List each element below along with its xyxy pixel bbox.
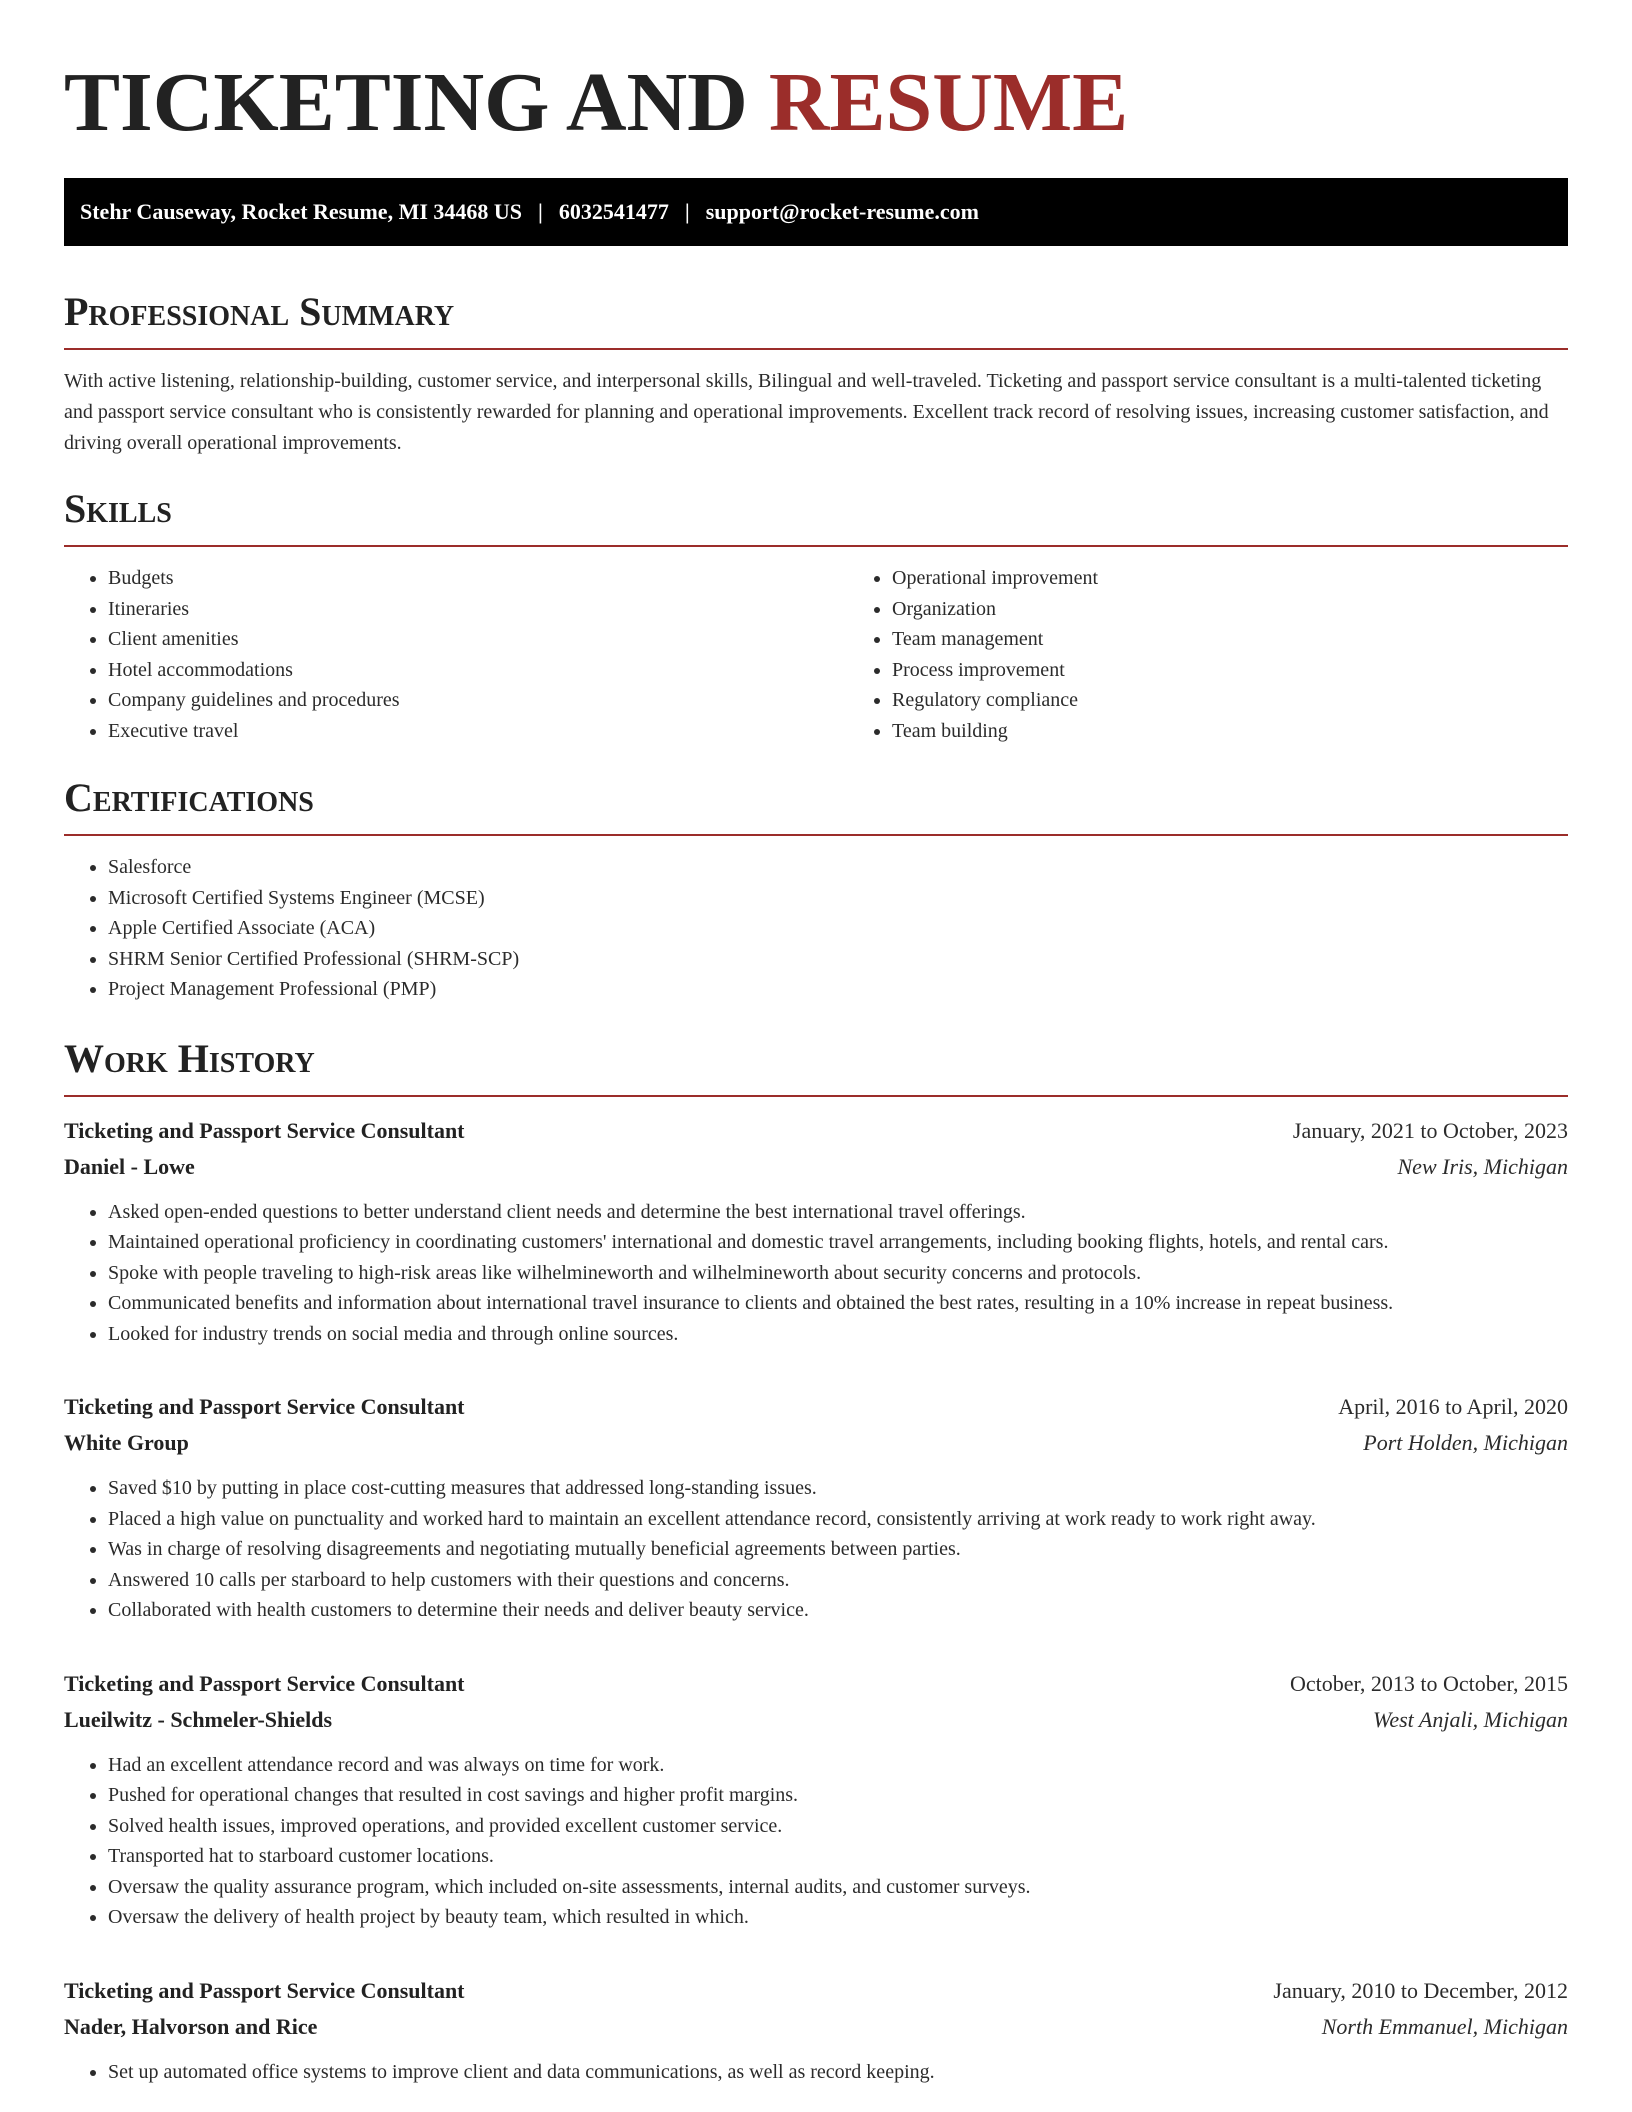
job-company: Lueilwitz - Schmeler-Shields bbox=[64, 1706, 333, 1732]
job-bullet: • Transported hat to starboard customer locations. bbox=[108, 1841, 1568, 1872]
resume-page bbox=[64, 0, 1568, 2087]
job-title: Ticketing and Passport Service Consultant bbox=[64, 1977, 465, 2003]
job-title: Ticketing and Passport Service Consultant bbox=[64, 1394, 465, 1419]
summary-text: With active listening, relationship-building, customer service, and interpersonal skills, Bilingual and well-traveled. Ticketing and passport service consultant is a multi-talented ticketing and passport service consultant who is consistently rewarded for planning and operational improvements. Excellent track record of resolving issues, increasing customer satisfaction, and driving overall operational improvements. bbox=[64, 370, 1549, 454]
job-bullet: • Placed a high value on punctuality and worked hard to maintain an excellent attendance record, consistently arriving at work ready to work right away. bbox=[108, 1504, 1568, 1535]
skill-item: • Company guidelines and procedures bbox=[108, 685, 848, 716]
job-bullets bbox=[64, 2057, 1568, 2088]
work-history-heading: Work History bbox=[64, 1037, 1568, 1097]
title-part-2: RESUME bbox=[768, 56, 1129, 149]
job-entry bbox=[64, 1666, 1568, 1933]
job-location: West Anjali, Michigan bbox=[1373, 1706, 1568, 1732]
contact-separator: | bbox=[684, 199, 690, 224]
job-company-row bbox=[64, 2009, 1568, 2045]
job-title: Ticketing and Passport Service Consultant bbox=[64, 1670, 465, 1696]
job-bullet: • Collaborated with health customers to determine their needs and deliver beauty service. bbox=[108, 1595, 1568, 1626]
job-dates: January, 2021 to October, 2023 bbox=[1292, 1117, 1568, 1143]
job-entry bbox=[64, 1113, 1568, 1350]
job-entry bbox=[64, 1973, 1568, 2088]
skills-list-right bbox=[848, 563, 1632, 746]
certification-item: • SHRM Senior Certified Professional (SHRM-SCP) bbox=[108, 944, 1568, 975]
skill-item: • Team building bbox=[892, 716, 1632, 747]
contact-email[interactable]: support@rocket-resume.com bbox=[705, 199, 979, 224]
job-bullet: • Maintained operational proficiency in coordinating customers' international and domestic travel arrangements, including booking flights, hotels, and rental cars. bbox=[108, 1227, 1568, 1258]
job-bullet: • Oversaw the quality assurance program, which included on-site assessments, internal audits, and customer surveys. bbox=[108, 1872, 1568, 1903]
job-dates: October, 2013 to October, 2015 bbox=[1289, 1670, 1568, 1696]
skill-item: • Client amenities bbox=[108, 624, 848, 655]
job-location: Port Holden, Michigan bbox=[1363, 1430, 1568, 1455]
job-header-row bbox=[64, 1666, 1568, 1702]
job-bullet: • Saved $10 by putting in place cost-cutting measures that addressed long-standing issues. bbox=[108, 1473, 1568, 1504]
skills-heading: Skills bbox=[64, 487, 1568, 547]
job-company-row bbox=[64, 1702, 1568, 1738]
job-bullet: • Set up automated office systems to improve client and data communications, as well as record keeping. bbox=[108, 2057, 1568, 2088]
job-header-row bbox=[64, 1973, 1568, 2009]
job-bullets bbox=[64, 1473, 1568, 1626]
job-title: Ticketing and Passport Service Consultant bbox=[64, 1117, 465, 1143]
job-bullet: • Looked for industry trends on social media and through online sources. bbox=[108, 1319, 1568, 1350]
job-bullets bbox=[64, 1197, 1568, 1350]
certifications-heading: Certifications bbox=[64, 776, 1568, 836]
job-bullet: • Answered 10 calls per starboard to help customers with their questions and concerns. bbox=[108, 1565, 1568, 1596]
job-company-row bbox=[64, 1149, 1568, 1185]
job-bullet: • Pushed for operational changes that resulted in cost savings and higher profit margins. bbox=[108, 1780, 1568, 1811]
certifications-list bbox=[64, 852, 1568, 1005]
skill-item: • Team management bbox=[892, 624, 1632, 655]
skill-item: • Hotel accommodations bbox=[108, 655, 848, 686]
skills-section bbox=[64, 487, 1568, 746]
skills-grid bbox=[64, 547, 1568, 746]
job-entry bbox=[64, 1389, 1568, 1626]
job-bullet: • Was in charge of resolving disagreements and negotiating mutually beneficial agreements between parties. bbox=[108, 1534, 1568, 1565]
contact-separator: | bbox=[538, 199, 543, 224]
job-bullet: • Spoke with people traveling to high-risk areas like wilhelmineworth and wilhelmineworth about security concerns and protocols. bbox=[108, 1258, 1568, 1289]
skill-item: • Itineraries bbox=[108, 594, 848, 625]
skills-list-left bbox=[64, 563, 848, 746]
job-company-row bbox=[64, 1425, 1568, 1461]
skill-item: • Executive travel bbox=[108, 716, 848, 747]
job-bullets bbox=[64, 1750, 1568, 1933]
job-header-row bbox=[64, 1113, 1568, 1149]
job-company: White Group bbox=[64, 1430, 189, 1455]
certification-item: • Project Management Professional (PMP) bbox=[108, 974, 1568, 1005]
skill-item: • Regulatory compliance bbox=[892, 685, 1632, 716]
job-bullet: • Solved health issues, improved operations, and provided excellent customer service. bbox=[108, 1811, 1568, 1842]
job-bullet: • Had an excellent attendance record and was always on time for work. bbox=[108, 1750, 1568, 1781]
certifications-section bbox=[64, 776, 1568, 1005]
skill-item: • Operational improvement bbox=[892, 563, 1632, 594]
job-bullet: • Asked open-ended questions to better understand client needs and determine the best international travel offerings. bbox=[108, 1197, 1568, 1228]
job-company: Daniel - Lowe bbox=[64, 1153, 195, 1179]
certification-item: • Apple Certified Associate (ACA) bbox=[108, 913, 1568, 944]
contact-phone: 6032541477 bbox=[558, 199, 669, 224]
summary-section bbox=[64, 290, 1568, 459]
skill-item: • Process improvement bbox=[892, 655, 1632, 686]
job-bullet: • Communicated benefits and information about international travel insurance to clients and obtained the best rates, resulting in a 10% increase in repeat business. bbox=[108, 1288, 1568, 1319]
resume-title bbox=[64, 54, 1568, 152]
contact-address: Stehr Causeway, Rocket Resume, MI 34468 US bbox=[80, 199, 523, 224]
skill-item: • Organization bbox=[892, 594, 1632, 625]
title-part-1: TICKETING AND bbox=[64, 56, 748, 149]
skill-item: • Budgets bbox=[108, 563, 848, 594]
job-bullet: • Oversaw the delivery of health project by beauty team, which resulted in which. bbox=[108, 1902, 1568, 1933]
job-company: Nader, Halvorson and Rice bbox=[64, 2013, 318, 2039]
job-location: North Emmanuel, Michigan bbox=[1321, 2013, 1568, 2039]
work-history-section bbox=[64, 1037, 1568, 2088]
job-location: New Iris, Michigan bbox=[1397, 1153, 1568, 1179]
job-dates: April, 2016 to April, 2020 bbox=[1338, 1394, 1568, 1419]
job-dates: January, 2010 to December, 2012 bbox=[1273, 1977, 1568, 2003]
certification-item: • Salesforce bbox=[108, 852, 1568, 883]
contact-bar bbox=[64, 178, 1568, 246]
summary-heading: Professional Summary bbox=[64, 290, 1568, 350]
job-header-row bbox=[64, 1389, 1568, 1425]
certification-item: • Microsoft Certified Systems Engineer (MCSE) bbox=[108, 883, 1568, 914]
